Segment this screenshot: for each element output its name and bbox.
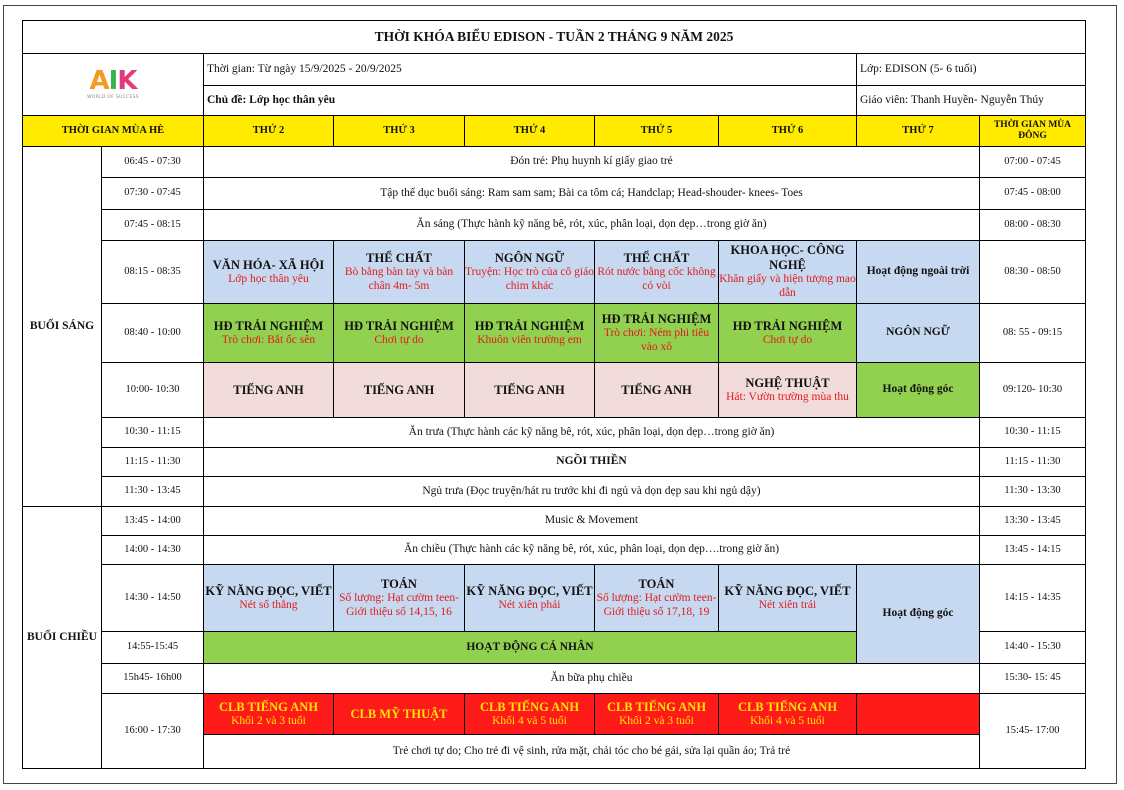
winter-time: 08:30 - 08:50 (980, 241, 1086, 304)
logo-letter-k: K (117, 66, 137, 97)
lesson-title: HĐ TRẢI NGHIỆM (732, 318, 843, 333)
lesson-cell (465, 363, 595, 418)
saturday-activity: Hoạt động ngoài trời (857, 241, 980, 304)
winter-time: 11:15 - 11:30 (980, 448, 1086, 477)
logo-letter-i: I (108, 66, 118, 97)
winter-time: 07:00 - 07:45 (980, 147, 1086, 178)
winter-time: 08:00 - 08:30 (980, 210, 1086, 241)
club-detail: Khối 2 và 3 tuổi (619, 714, 694, 727)
lesson-title: TIẾNG ANH (363, 382, 435, 397)
free-play-activity: Trẻ chơi tự do; Cho trẻ đi vệ sinh, rửa mặt, chải tóc cho bé gái, sửa lại quần áo; Trả trẻ (204, 735, 980, 769)
lesson-title: HĐ TRẢI NGHIỆM (213, 318, 324, 333)
lesson-cell (204, 241, 334, 304)
lesson-cell (334, 304, 465, 363)
club-cell (719, 694, 857, 735)
lesson-cell (595, 304, 719, 363)
lesson-detail: Lớp học thân yêu (228, 272, 309, 285)
summer-time: 15h45- 16h00 (102, 664, 204, 694)
saturday-activity: Hoạt động góc (857, 565, 980, 664)
club-detail: Khối 4 và 5 tuổi (492, 714, 567, 727)
summer-time: 07:45 - 08:15 (102, 210, 204, 241)
individual-activity: HOẠT ĐỘNG CÁ NHÂN (204, 632, 857, 664)
saturday-activity: Hoạt động góc (857, 363, 980, 418)
lesson-title: HĐ TRẢI NGHIỆM (344, 318, 454, 333)
saturday-activity: NGÔN NGỮ (857, 304, 980, 363)
activity: Ăn bữa phụ chiều (204, 664, 980, 694)
lesson-title: KỸ NĂNG ĐỌC, VIẾT (466, 583, 593, 598)
summer-time: 13:45 - 14:00 (102, 507, 204, 536)
summer-time: 07:30 - 07:45 (102, 178, 204, 210)
lesson-detail: Nét sổ thẳng (239, 598, 298, 611)
theme: Chủ đề: Lớp học thân yêu (204, 86, 857, 116)
winter-time: 15:30- 15: 45 (980, 664, 1086, 694)
lesson-cell (595, 241, 719, 304)
lesson-detail: Số lượng: Hạt cườm teen- Giới thiệu số 17,18, 19 (596, 591, 717, 618)
club-detail: Khối 4 và 5 tuổi (750, 714, 825, 727)
lesson-detail: Trò chơi: Ném phi tiêu vào xô (603, 326, 710, 353)
lesson-cell (204, 304, 334, 363)
header-day-tue: THỨ 3 (334, 116, 465, 147)
lesson-title: KỸ NĂNG ĐỌC, VIẾT (724, 583, 851, 598)
winter-time: 14:15 - 14:35 (980, 565, 1086, 632)
lesson-title: NGHỆ THUẬT (745, 375, 830, 390)
club-title: CLB TIẾNG ANH (479, 699, 580, 714)
class-name: Lớp: EDISON (5- 6 tuổi) (857, 54, 1086, 86)
lesson-detail: Chơi tự do (762, 333, 813, 346)
lesson-detail: Bò bằng bàn tay và bàn chân 4m- 5m (344, 265, 454, 292)
summer-time: 08:40 - 10:00 (102, 304, 204, 363)
teachers: Giáo viên: Thanh Huyền- Nguyễn Thúy (857, 86, 1086, 116)
logo (23, 54, 204, 116)
club-title: CLB TIẾNG ANH (737, 699, 838, 714)
lesson-detail: Nét xiên phải (498, 598, 561, 611)
club-cell-empty (857, 694, 980, 735)
winter-time: 10:30 - 11:15 (980, 418, 1086, 448)
summer-time: 11:15 - 11:30 (102, 448, 204, 477)
lesson-detail: Nét xiên trái (758, 598, 817, 611)
lesson-detail: Khăn giấy và hiện tượng mao dẫn (719, 273, 856, 299)
logo-tagline: WORLD OF SUCCESS (87, 95, 139, 101)
activity: Music & Movement (204, 507, 980, 536)
lesson-cell (465, 241, 595, 304)
summer-time: 06:45 - 07:30 (102, 147, 204, 178)
lesson-title: THỂ CHẤT (623, 250, 690, 265)
summer-time: 10:30 - 11:15 (102, 418, 204, 448)
activity: NGỒI THIỀN (204, 448, 980, 477)
session-afternoon: BUỔI CHIỀU (23, 507, 102, 769)
timetable-title: THỜI KHÓA BIỂU EDISON - TUẦN 2 THÁNG 9 NĂM 2025 (23, 21, 1086, 54)
club-cell (595, 694, 719, 735)
lesson-cell (204, 363, 334, 418)
club-title: CLB TIẾNG ANH (218, 699, 319, 714)
lesson-detail: Khuôn viên trường em (477, 333, 582, 346)
summer-time: 08:15 - 08:35 (102, 241, 204, 304)
lesson-cell (334, 363, 465, 418)
lesson-title: TIẾNG ANH (494, 382, 565, 397)
summer-time: 14:30 - 14:50 (102, 565, 204, 632)
lesson-cell (719, 565, 857, 632)
activity: Ăn sáng (Thực hành kỹ năng bê, rót, xúc, phân loại, dọn dẹp…trong giờ ăn) (204, 210, 980, 241)
activity: Ăn trưa (Thực hành các kỹ năng bê, rót, xúc, phân loại, dọn dẹp…trong giờ ăn) (204, 418, 980, 448)
winter-time: 13:30 - 13:45 (980, 507, 1086, 536)
lesson-title: THỂ CHẤT (366, 250, 432, 265)
lesson-title: NGÔN NGỮ (494, 250, 565, 265)
time-range: Thời gian: Từ ngày 15/9/2025 - 20/9/2025 (204, 54, 857, 86)
lesson-title: KHOA HỌC- CÔNG NGHỆ (730, 243, 845, 273)
lesson-title: TIẾNG ANH (621, 382, 692, 397)
summer-time: 11:30 - 13:45 (102, 477, 204, 507)
winter-time: 15:45- 17:00 (980, 694, 1086, 769)
lesson-cell (334, 241, 465, 304)
lesson-detail: Rót nước bằng cốc không có vòi (597, 265, 716, 292)
header-summer-time: THỜI GIAN MÙA HÈ (23, 116, 204, 147)
lesson-detail: Truyện: Học trò của cô giáo chim khác (465, 265, 594, 292)
lesson-title: TOÁN (381, 576, 417, 591)
lesson-detail: Số lượng: Hạt cườm teen- Giới thiệu số 14,15, 16 (339, 591, 459, 618)
lesson-title: TIẾNG ANH (233, 382, 304, 397)
activity: Ngủ trưa (Đọc truyện/hát ru trước khi đi ngủ và dọn dẹp sau khi ngủ dậy) (204, 477, 980, 507)
header-winter-time: THỜI GIAN MÙA ĐÔNG (980, 116, 1086, 147)
lesson-cell (595, 363, 719, 418)
club-cell (465, 694, 595, 735)
header-day-fri: THỨ 6 (719, 116, 857, 147)
lesson-detail: Chơi tự do (374, 333, 424, 346)
activity: Đón trẻ: Phụ huynh kí giấy giao trẻ (204, 147, 980, 178)
lesson-title: HĐ TRẢI NGHIỆM (474, 318, 585, 333)
lesson-title: TOÁN (638, 576, 675, 591)
summer-time: 14:55-15:45 (102, 632, 204, 664)
club-title: CLB MỸ THUẬT (350, 706, 448, 721)
lesson-detail: Trò chơi: Bắt ốc sên (221, 333, 316, 346)
timetable (22, 20, 1086, 769)
lesson-cell (719, 304, 857, 363)
winter-time: 11:30 - 13:30 (980, 477, 1086, 507)
session-morning: BUỔI SÁNG (23, 147, 102, 507)
winter-time: 07:45 - 08:00 (980, 178, 1086, 210)
lesson-cell (465, 565, 595, 632)
lesson-cell (204, 565, 334, 632)
logo-letter-a: A (89, 66, 109, 97)
lesson-detail: Hát: Vườn trường mùa thu (726, 390, 849, 403)
lesson-title: HĐ TRẢI NGHIỆM (601, 311, 712, 326)
winter-time: 09:120- 10:30 (980, 363, 1086, 418)
header-day-sat: THỨ 7 (857, 116, 980, 147)
club-cell (334, 694, 465, 735)
club-detail: Khối 2 và 3 tuổi (231, 714, 306, 727)
activity: Ăn chiều (Thực hành các kỹ năng bê, rót, xúc, phân loại, dọn dẹp….trong giờ ăn) (204, 536, 980, 565)
winter-time: 08: 55 - 09:15 (980, 304, 1086, 363)
club-title: CLB TIẾNG ANH (606, 699, 707, 714)
header-day-mon: THỨ 2 (204, 116, 334, 147)
lesson-title: KỸ NĂNG ĐỌC, VIẾT (205, 583, 332, 598)
summer-time: 16:00 - 17:30 (102, 694, 204, 769)
lesson-cell (465, 304, 595, 363)
winter-time: 13:45 - 14:15 (980, 536, 1086, 565)
lesson-cell (595, 565, 719, 632)
lesson-cell (334, 565, 465, 632)
summer-time: 14:00 - 14:30 (102, 536, 204, 565)
activity: Tập thể dục buổi sáng: Ram sam sam; Bài ca tôm cá; Handclap; Head-shouder- knees- Toes (204, 178, 980, 210)
header-day-thu: THỨ 5 (595, 116, 719, 147)
header-day-wed: THỨ 4 (465, 116, 595, 147)
lesson-cell (719, 241, 857, 304)
winter-time: 14:40 - 15:30 (980, 632, 1086, 664)
lesson-cell (719, 363, 857, 418)
lesson-title: VĂN HÓA- XÃ HỘI (212, 257, 325, 272)
summer-time: 10:00- 10:30 (102, 363, 204, 418)
club-cell (204, 694, 334, 735)
